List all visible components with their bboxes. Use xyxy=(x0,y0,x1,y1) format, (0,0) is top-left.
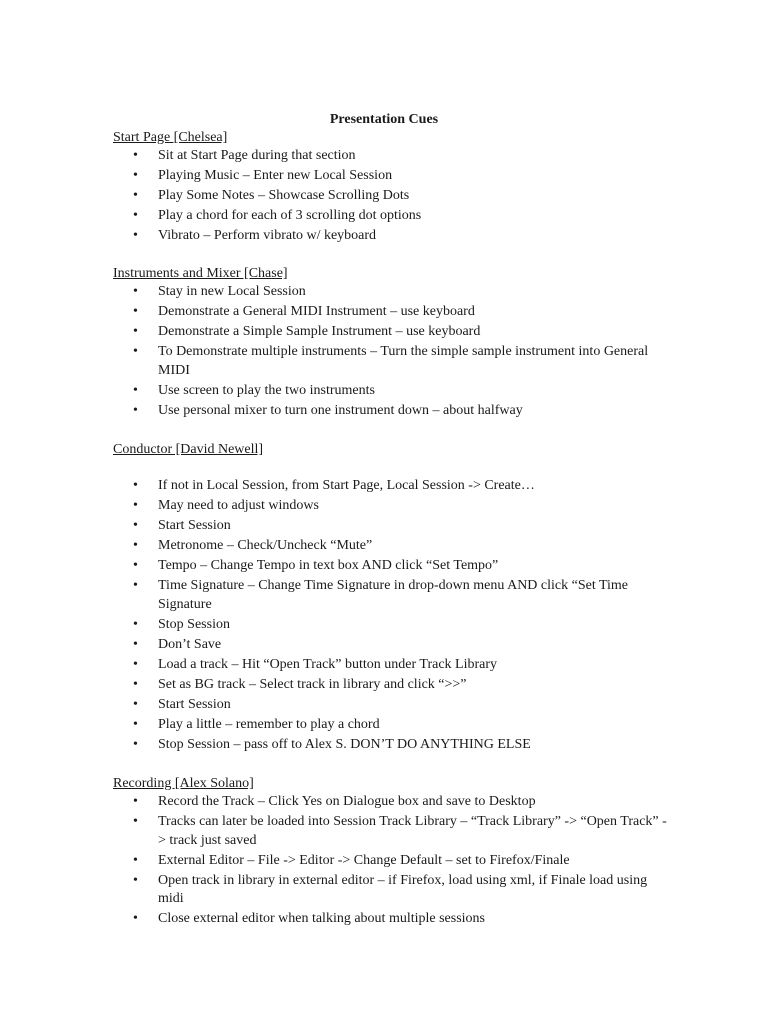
section-instruments-mixer xyxy=(113,265,673,422)
list-item: • External Editor – File -> Editor -> Change Default – set to Firefox/Finale xyxy=(113,852,673,871)
list-item: • Vibrato – Perform vibrato w/ keyboard xyxy=(113,227,673,246)
list-item: • Playing Music – Enter new Local Session xyxy=(113,167,673,186)
section-heading: Start Page [Chelsea] xyxy=(113,130,228,145)
list-item: • Stop Session – pass off to Alex S. DON’T DO ANYTHING ELSE xyxy=(113,736,673,755)
list-item: • May need to adjust windows xyxy=(113,497,673,516)
bullet-list xyxy=(113,283,673,420)
section-start-page xyxy=(113,129,673,247)
bullet-list xyxy=(113,793,673,929)
list-item: • To Demonstrate multiple instruments – Turn the simple sample instrument into General MIDI xyxy=(113,343,673,380)
list-item: • Close external editor when talking about multiple sessions xyxy=(113,910,673,929)
list-item: • Use screen to play the two instruments xyxy=(113,382,673,401)
list-item: • Start Session xyxy=(113,696,673,715)
list-item: • Time Signature – Change Time Signature in drop-down menu AND click “Set Time Signature xyxy=(113,577,673,614)
list-item: • Play a chord for each of 3 scrolling dot options xyxy=(113,207,673,226)
section-heading: Conductor [David Newell] xyxy=(113,442,264,457)
list-item: • Stay in new Local Session xyxy=(113,283,673,302)
list-item: • Use personal mixer to turn one instrument down – about halfway xyxy=(113,402,673,421)
section-conductor xyxy=(113,441,673,756)
section-recording xyxy=(113,775,673,930)
list-item: • Record the Track – Click Yes on Dialogue box and save to Desktop xyxy=(113,793,673,812)
list-item: • Stop Session xyxy=(113,616,673,635)
list-item: • Play Some Notes – Showcase Scrolling Dots xyxy=(113,187,673,206)
list-item: • Load a track – Hit “Open Track” button under Track Library xyxy=(113,656,673,675)
list-item: • Set as BG track – Select track in library and click “>>” xyxy=(113,676,673,695)
list-item: • Start Session xyxy=(113,517,673,536)
list-item: • If not in Local Session, from Start Page, Local Session -> Create… xyxy=(113,477,673,496)
list-item: • Demonstrate a Simple Sample Instrument – use keyboard xyxy=(113,323,673,342)
list-item: • Tempo – Change Tempo in text box AND click “Set Tempo” xyxy=(113,557,673,576)
list-item: • Don’t Save xyxy=(113,636,673,655)
list-item: • Sit at Start Page during that section xyxy=(113,147,673,166)
list-item: • Demonstrate a General MIDI Instrument – use keyboard xyxy=(113,303,673,322)
bullet-list xyxy=(113,147,673,246)
list-item: • Play a little – remember to play a chord xyxy=(113,716,673,735)
section-heading: Instruments and Mixer [Chase] xyxy=(113,266,288,281)
bullet-list xyxy=(113,477,673,754)
list-item: • Tracks can later be loaded into Session Track Library – “Track Library” -> “Open Track” -> track just saved xyxy=(113,813,673,850)
list-item: • Metronome – Check/Uncheck “Mute” xyxy=(113,537,673,556)
list-item: • Open track in library in external editor – if Firefox, load using xml, if Finale load using midi xyxy=(113,872,673,909)
section-heading: Recording [Alex Solano] xyxy=(113,776,254,791)
document-title: Presentation Cues xyxy=(329,112,439,127)
